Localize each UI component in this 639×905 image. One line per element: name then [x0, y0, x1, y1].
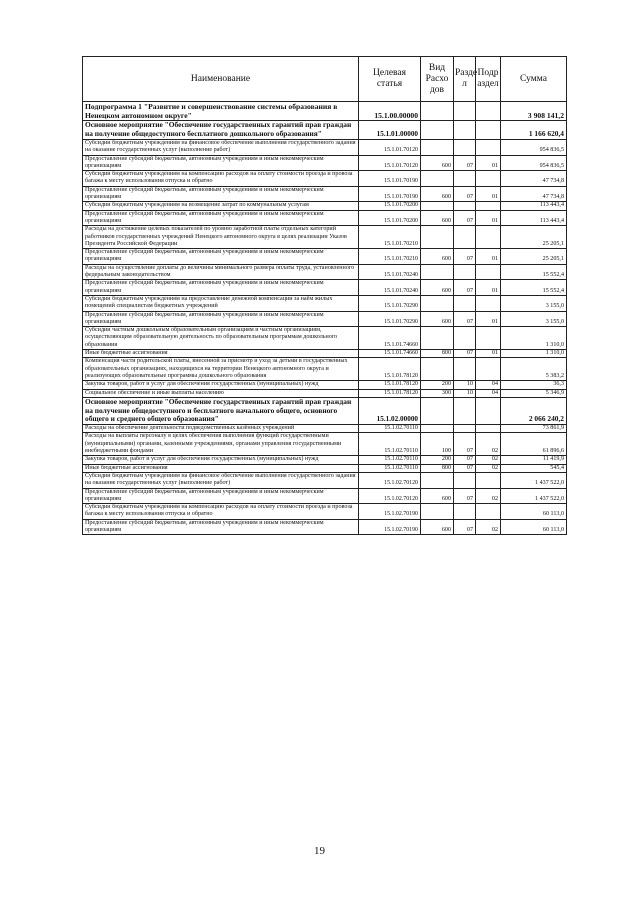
header-podrazdel: Подр аздел: [476, 57, 501, 102]
cell-target-code: 15.1.01.70240: [359, 264, 421, 280]
cell-expense-type: [421, 472, 454, 488]
cell-target-code: 15.1.02.70110: [359, 456, 421, 464]
header-name: Наименование: [83, 57, 359, 102]
cell-target-code: 15.1.01.78120: [359, 389, 421, 397]
table-row: [83, 226, 567, 249]
cell-subsection: 01: [476, 249, 501, 265]
cell-subsection: [476, 102, 501, 121]
cell-name: Субсидии бюджетным учреждениям на финансовое обеспечение выполнения государственного задания на оказание государственных услуг (выполнение работ): [83, 472, 359, 488]
cell-name: Предоставление субсидий бюджетным, автономным учреждениям и иным некоммерческим организациям: [83, 155, 359, 171]
table-row: [83, 504, 567, 520]
cell-expense-type: [421, 295, 454, 311]
table-row: [83, 121, 567, 140]
cell-target-code: 15.1.01.70120: [359, 140, 421, 156]
cell-amount: 36,3: [501, 381, 567, 389]
cell-name: Расходы на осуществление доплаты до величины минимального размера оплаты труда, установленного федеральным законодательством: [83, 264, 359, 280]
cell-expense-type: 600: [421, 311, 454, 327]
cell-expense-type: 200: [421, 456, 454, 464]
cell-subsection: 01: [476, 311, 501, 327]
cell-amount: 1 310,0: [501, 350, 567, 358]
cell-expense-type: [421, 226, 454, 249]
table-row: [83, 264, 567, 280]
table-row: [83, 433, 567, 456]
cell-target-code: 15.1.01.78120: [359, 358, 421, 381]
cell-target-code: 15.1.01.70210: [359, 249, 421, 265]
cell-section: [454, 327, 476, 350]
cell-amount: 11 419,9: [501, 456, 567, 464]
header-vid: Вид Расхо дов: [421, 57, 454, 102]
table-row: [83, 381, 567, 389]
table-row: [83, 171, 567, 187]
cell-name: Расходы на выплаты персоналу в целях обеспечения выполнения функций государственными (муниципальными) органами, казенными учреждениями, органами управления государственными внебюджетными фондами: [83, 433, 359, 456]
cell-section: 07: [454, 311, 476, 327]
cell-amount: 1 310,0: [501, 327, 567, 350]
cell-target-code: 15.1.01.70290: [359, 311, 421, 327]
cell-amount: 113 443,4: [501, 202, 567, 210]
cell-subsection: 01: [476, 186, 501, 202]
table-row: [83, 140, 567, 156]
cell-section: 07: [454, 280, 476, 296]
cell-target-code: 15.1.02.70110: [359, 433, 421, 456]
cell-name: Расходы на обеспечение деятельности подведомственных казённых учреждений: [83, 425, 359, 433]
cell-subsection: 04: [476, 381, 501, 389]
header-razdel: Разде л: [454, 57, 476, 102]
cell-target-code: 15.1.02.70120: [359, 472, 421, 488]
cell-amount: 15 552,4: [501, 264, 567, 280]
cell-section: [454, 504, 476, 520]
cell-name: Компенсация части родительской платы, внесенной за присмотр и уход за детьми в государственных образовательных организациях, находящихся на территории Ненецкого автономного округа и реализующих образовательные программы дошкольного образования: [83, 358, 359, 381]
table-row: [83, 456, 567, 464]
cell-amount: 1 166 620,4: [501, 121, 567, 140]
cell-expense-type: 600: [421, 519, 454, 535]
cell-amount: 25 205,1: [501, 249, 567, 265]
cell-subsection: [476, 171, 501, 187]
cell-subsection: 04: [476, 389, 501, 397]
cell-amount: 1 437 522,0: [501, 472, 567, 488]
header-sum: Сумма: [501, 57, 567, 102]
cell-expense-type: [421, 327, 454, 350]
cell-section: 10: [454, 389, 476, 397]
cell-target-code: 15.1.02.70120: [359, 488, 421, 504]
cell-amount: 3 908 141,2: [501, 102, 567, 121]
cell-name: Субсидии бюджетным учреждениям на компенсацию расходов на оплату стоимости проезда и провоза багажа к месту использования отпуска и обратно: [83, 504, 359, 520]
cell-target-code: 15.1.01.74660: [359, 327, 421, 350]
cell-amount: 15 552,4: [501, 280, 567, 296]
cell-amount: 954 836,5: [501, 140, 567, 156]
cell-expense-type: 800: [421, 464, 454, 472]
cell-expense-type: 300: [421, 389, 454, 397]
cell-name: Предоставление субсидий бюджетным, автономным учреждениям и иным некоммерческим организациям: [83, 488, 359, 504]
cell-subsection: 02: [476, 464, 501, 472]
cell-section: 07: [454, 350, 476, 358]
cell-name: Основное мероприятие "Обеспечение государственных гарантий прав граждан на получение общедоступного бесплатного дошкольного образования": [83, 121, 359, 140]
table-row: [83, 155, 567, 171]
cell-subsection: [476, 295, 501, 311]
cell-name: Предоставление субсидий бюджетным, автономным учреждениям и иным некоммерческим организациям: [83, 519, 359, 535]
cell-amount: 61 896,6: [501, 433, 567, 456]
cell-expense-type: 600: [421, 280, 454, 296]
cell-expense-type: [421, 358, 454, 381]
cell-amount: 25 205,1: [501, 226, 567, 249]
cell-subsection: 01: [476, 350, 501, 358]
table-row: [83, 350, 567, 358]
table-row: [83, 425, 567, 433]
cell-section: [454, 295, 476, 311]
cell-name: Закупка товаров, работ и услуг для обеспечения государственных (муниципальных) нужд: [83, 381, 359, 389]
cell-target-code: 15.1.01.70210: [359, 226, 421, 249]
cell-name: Социальное обеспечение и иные выплаты населению: [83, 389, 359, 397]
cell-name: Предоставление субсидий бюджетным, автономным учреждениям и иным некоммерческим организациям: [83, 311, 359, 327]
cell-section: [454, 358, 476, 381]
table-row: [83, 488, 567, 504]
table-header-row: [83, 57, 567, 102]
cell-name: Подпрограмма 1 "Развитие и совершенствование системы образования в Ненецком автономном округе": [83, 102, 359, 121]
cell-amount: 1 437 522,0: [501, 488, 567, 504]
cell-section: [454, 140, 476, 156]
cell-section: [454, 226, 476, 249]
table-row: [83, 202, 567, 210]
cell-expense-type: 600: [421, 488, 454, 504]
cell-expense-type: 200: [421, 381, 454, 389]
table-row: [83, 210, 567, 226]
cell-expense-type: 600: [421, 186, 454, 202]
cell-expense-type: 600: [421, 155, 454, 171]
cell-section: 07: [454, 464, 476, 472]
page-number: 19: [314, 845, 325, 857]
table-row: [83, 295, 567, 311]
cell-section: 07: [454, 186, 476, 202]
cell-target-code: 15.1.01.00000: [359, 121, 421, 140]
cell-section: 07: [454, 155, 476, 171]
cell-amount: 60 113,0: [501, 504, 567, 520]
cell-expense-type: 600: [421, 249, 454, 265]
cell-target-code: 15.1.00.00000: [359, 102, 421, 121]
cell-amount: 2 066 240,2: [501, 397, 567, 424]
cell-amount: 47 734,8: [501, 186, 567, 202]
cell-section: 10: [454, 381, 476, 389]
cell-subsection: 01: [476, 155, 501, 171]
cell-expense-type: [421, 264, 454, 280]
cell-section: [454, 425, 476, 433]
cell-name: Субсидии бюджетным учреждениям на финансовое обеспечение выполнения государственного задания на оказание государственных услуг (выполнение работ): [83, 140, 359, 156]
cell-section: [454, 472, 476, 488]
cell-target-code: 15.1.01.70290: [359, 295, 421, 311]
cell-expense-type: [421, 121, 454, 140]
table-row: [83, 186, 567, 202]
cell-amount: 47 734,8: [501, 171, 567, 187]
cell-section: [454, 102, 476, 121]
cell-target-code: 15.1.01.74660: [359, 350, 421, 358]
cell-subsection: [476, 504, 501, 520]
cell-subsection: [476, 472, 501, 488]
budget-document: [82, 56, 566, 535]
table-row: [83, 397, 567, 424]
cell-name: Основное мероприятие "Обеспечение государственных гарантий прав граждан на получение общедоступного и бесплатного начального общего, основного общего и среднего общего образования": [83, 397, 359, 424]
cell-section: 07: [454, 249, 476, 265]
cell-section: 07: [454, 456, 476, 464]
cell-expense-type: [421, 171, 454, 187]
cell-expense-type: [421, 397, 454, 424]
cell-section: 07: [454, 519, 476, 535]
cell-target-code: 15.1.01.70190: [359, 186, 421, 202]
cell-amount: 3 155,0: [501, 295, 567, 311]
cell-name: Субсидии бюджетным учреждениям на возмещение затрат по коммунальным услугам: [83, 202, 359, 210]
cell-amount: 3 155,0: [501, 311, 567, 327]
cell-amount: 545,4: [501, 464, 567, 472]
cell-section: 07: [454, 488, 476, 504]
cell-subsection: [476, 226, 501, 249]
cell-name: Предоставление субсидий бюджетным, автономным учреждениям и иным некоммерческим организациям: [83, 249, 359, 265]
cell-expense-type: [421, 140, 454, 156]
cell-target-code: 15.1.02.70110: [359, 425, 421, 433]
table-row: [83, 327, 567, 350]
cell-name: Субсидии частным дошкольным образовательным организациям и частным организациям, осуществляющим образовательную деятельность по образовательным программам дошкольного образования: [83, 327, 359, 350]
cell-section: [454, 397, 476, 424]
cell-expense-type: 600: [421, 210, 454, 226]
cell-expense-type: 800: [421, 350, 454, 358]
cell-target-code: 15.1.01.70190: [359, 171, 421, 187]
cell-subsection: 01: [476, 210, 501, 226]
cell-amount: 60 113,0: [501, 519, 567, 535]
cell-target-code: 15.1.01.70120: [359, 155, 421, 171]
cell-name: Расходы на достижение целевых показателей по уровню заработной платы отдельных категорий работников государственных учреждений Ненецкого автономного округа в целях реализации Указов Президента Российской Федерации: [83, 226, 359, 249]
cell-subsection: [476, 264, 501, 280]
cell-subsection: 02: [476, 519, 501, 535]
cell-section: 07: [454, 433, 476, 456]
cell-name: Иные бюджетные ассигнования: [83, 464, 359, 472]
cell-target-code: 15.1.01.70240: [359, 280, 421, 296]
cell-target-code: 15.1.01.70200: [359, 202, 421, 210]
header-code: Целевая статья: [359, 57, 421, 102]
table-row: [83, 311, 567, 327]
cell-amount: 5 346,9: [501, 389, 567, 397]
cell-amount: 113 443,4: [501, 210, 567, 226]
cell-target-code: 15.1.02.70190: [359, 504, 421, 520]
cell-target-code: 15.1.02.70110: [359, 464, 421, 472]
cell-expense-type: 100: [421, 433, 454, 456]
table-row: [83, 472, 567, 488]
cell-subsection: [476, 121, 501, 140]
cell-expense-type: [421, 102, 454, 121]
table-row: [83, 358, 567, 381]
budget-table: [82, 56, 567, 535]
table-row: [83, 280, 567, 296]
table-row: [83, 102, 567, 121]
cell-name: Иные бюджетные ассигнования: [83, 350, 359, 358]
cell-subsection: 02: [476, 433, 501, 456]
cell-target-code: 15.1.01.70200: [359, 210, 421, 226]
cell-subsection: [476, 397, 501, 424]
table-body: [83, 102, 567, 535]
cell-target-code: 15.1.01.78120: [359, 381, 421, 389]
table-row: [83, 249, 567, 265]
cell-target-code: 15.1.02.70190: [359, 519, 421, 535]
cell-subsection: [476, 425, 501, 433]
cell-subsection: 02: [476, 456, 501, 464]
cell-name: Предоставление субсидий бюджетным, автономным учреждениям и иным некоммерческим организациям: [83, 210, 359, 226]
cell-amount: 5 383,2: [501, 358, 567, 381]
cell-section: [454, 171, 476, 187]
cell-subsection: [476, 140, 501, 156]
cell-amount: 73 861,9: [501, 425, 567, 433]
cell-expense-type: [421, 504, 454, 520]
cell-target-code: 15.1.02.00000: [359, 397, 421, 424]
cell-name: Субсидии бюджетным учреждениям на предоставление денежной компенсации за наём жилых помещений специалистам бюджетных учреждений: [83, 295, 359, 311]
cell-subsection: [476, 358, 501, 381]
cell-subsection: [476, 327, 501, 350]
cell-section: 07: [454, 210, 476, 226]
table-row: [83, 519, 567, 535]
cell-section: [454, 121, 476, 140]
cell-section: [454, 264, 476, 280]
cell-name: Закупка товаров, работ и услуг для обеспечения государственных (муниципальных) нужд: [83, 456, 359, 464]
cell-name: Предоставление субсидий бюджетным, автономным учреждениям и иным некоммерческим организациям: [83, 186, 359, 202]
cell-subsection: 02: [476, 488, 501, 504]
cell-expense-type: [421, 425, 454, 433]
cell-subsection: [476, 202, 501, 210]
cell-expense-type: [421, 202, 454, 210]
cell-section: [454, 202, 476, 210]
cell-name: Субсидии бюджетным учреждениям на компенсацию расходов на оплату стоимости проезда и провоза багажа к месту использования отпуска и обратно: [83, 171, 359, 187]
cell-name: Предоставление субсидий бюджетным, автономным учреждениям и иным некоммерческим организациям: [83, 280, 359, 296]
table-row: [83, 464, 567, 472]
cell-amount: 954 836,5: [501, 155, 567, 171]
cell-subsection: 01: [476, 280, 501, 296]
